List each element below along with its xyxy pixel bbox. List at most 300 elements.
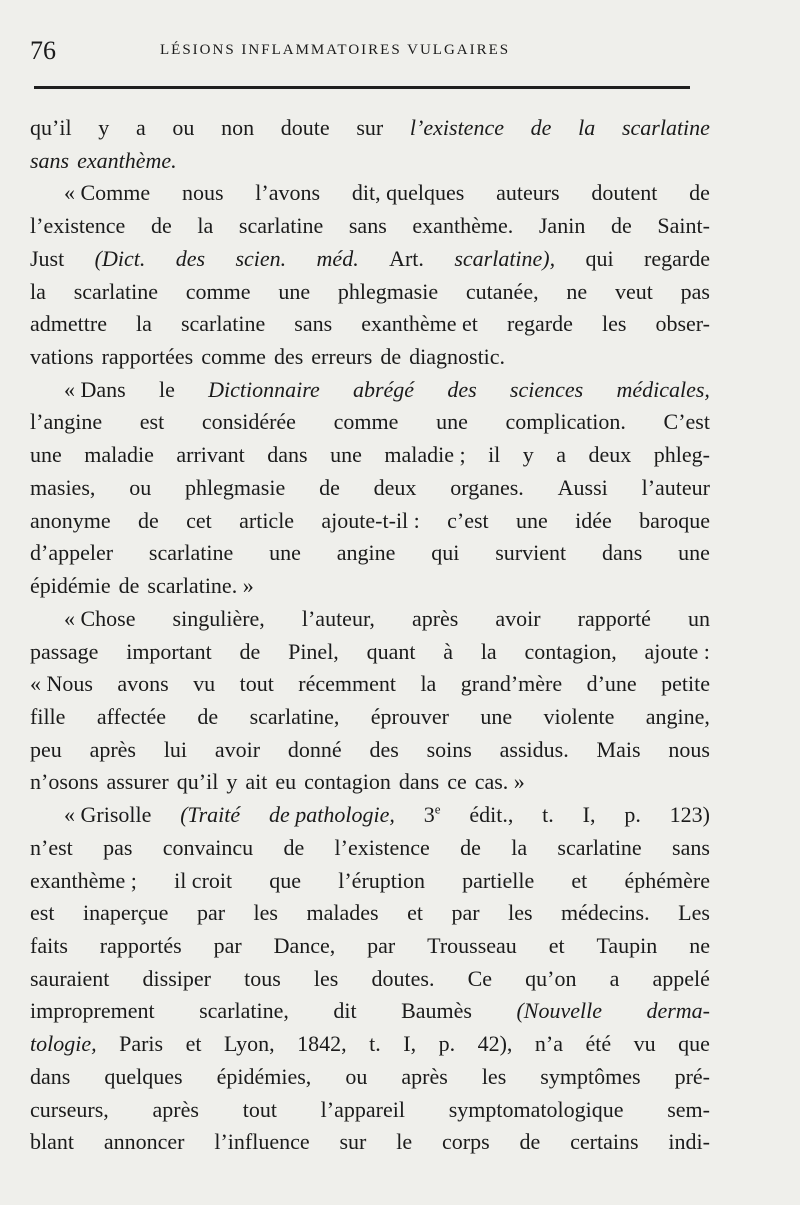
word: Janin — [538, 213, 586, 239]
word: n’est — [30, 834, 73, 860]
text-line — [30, 210, 710, 243]
word: de — [460, 834, 481, 860]
word: qu’il — [30, 115, 72, 140]
word: important — [126, 638, 212, 664]
text-line — [30, 832, 710, 865]
word: d’appeler — [30, 540, 114, 566]
word: une — [516, 507, 548, 533]
word: deux — [588, 442, 632, 468]
word: indi- — [668, 1129, 710, 1155]
text-line — [30, 865, 710, 898]
word: il — [488, 442, 501, 468]
word: C’est — [663, 409, 710, 435]
word: assurer — [106, 769, 169, 795]
word: dans — [267, 442, 308, 468]
word: complication. — [505, 409, 626, 435]
word: t. — [369, 1031, 381, 1057]
word: Taupin — [596, 932, 658, 958]
word: violente — [543, 703, 615, 729]
word: annoncer — [103, 1129, 185, 1155]
text-line — [30, 374, 710, 407]
word: nous — [668, 736, 710, 762]
word: des — [175, 245, 206, 271]
word: n’a — [534, 1031, 563, 1057]
word: édit., — [469, 802, 514, 828]
word: des — [369, 736, 399, 762]
word: par — [367, 932, 396, 958]
word: sans — [348, 213, 387, 239]
word: qu’on — [525, 965, 577, 991]
word: vu — [193, 671, 216, 697]
word: après — [152, 1096, 199, 1122]
word: article — [239, 507, 295, 533]
word: masies, — [30, 474, 96, 500]
word: scarlatine — [621, 115, 710, 140]
word: une — [330, 442, 362, 468]
word: dit — [333, 998, 357, 1024]
word: la — [420, 671, 437, 697]
word: idée — [575, 507, 612, 533]
word: de — [239, 638, 261, 664]
text-line — [30, 406, 710, 439]
word: donné — [287, 736, 342, 762]
word: dissiper — [142, 965, 211, 991]
text-line — [30, 636, 710, 669]
word: sem- — [667, 1096, 710, 1122]
running-title: LÉSIONS INFLAMMATOIRES VULGAIRES — [160, 42, 511, 58]
page-number: 76 — [30, 36, 56, 65]
word: cas. » — [474, 769, 525, 795]
word: lui — [163, 736, 188, 762]
word: et — [571, 867, 588, 893]
word: Trousseau — [427, 932, 517, 958]
word: que — [269, 867, 302, 893]
word: de — [197, 703, 219, 729]
word: « Dans — [64, 376, 126, 402]
word: contagion, — [524, 638, 617, 664]
word: Aussi — [557, 474, 608, 500]
word: des — [273, 344, 304, 370]
word: angine, — [645, 703, 710, 729]
word: « Chose — [64, 605, 136, 631]
text-line — [30, 177, 710, 210]
word: rapportés — [99, 932, 182, 958]
word: après — [401, 1063, 448, 1089]
text-line — [30, 112, 710, 145]
word: sur — [339, 1129, 367, 1155]
word: ne — [566, 278, 588, 304]
word: scien. — [235, 245, 287, 271]
word: médecins. — [561, 900, 650, 926]
word: l’existence — [334, 834, 430, 860]
word: la — [480, 638, 497, 664]
word: l’auteur, — [301, 605, 375, 631]
word: auteurs — [496, 180, 560, 206]
text-line — [30, 963, 710, 996]
word: exanthème ; — [30, 867, 137, 893]
word: de — [380, 344, 402, 370]
word: épidémies, — [216, 1063, 312, 1089]
text-line — [30, 668, 710, 701]
word: ajoute-t-il : — [321, 507, 420, 533]
word: non — [221, 115, 255, 140]
body-text — [30, 112, 710, 1159]
word: anonyme — [30, 507, 111, 533]
text-line — [30, 308, 710, 341]
word: singulière, — [172, 605, 265, 631]
word: (Nouvelle — [516, 998, 602, 1024]
word: curseurs, — [30, 1096, 109, 1122]
word: ne — [689, 932, 710, 958]
word: p. — [438, 1031, 456, 1057]
word: les — [508, 900, 533, 926]
word: une — [480, 703, 513, 729]
word: Mais — [596, 736, 641, 762]
word: d’une — [586, 671, 637, 697]
word: « Nous — [30, 671, 93, 697]
word: phlegmasie — [185, 474, 286, 500]
word: après — [89, 736, 136, 762]
word: malades — [306, 900, 379, 926]
word: passage — [30, 638, 99, 664]
word: nous — [181, 180, 224, 206]
text-line — [30, 243, 710, 276]
word: pas — [680, 278, 710, 304]
word: ou — [129, 474, 152, 500]
word: scarlatine), — [454, 245, 556, 271]
word: une — [269, 540, 301, 566]
word: sur — [356, 115, 384, 140]
word: ajoute : — [644, 638, 710, 664]
word: avoir — [214, 736, 261, 762]
text-line — [30, 995, 710, 1028]
word: l’avons — [255, 180, 321, 206]
text-line — [30, 1094, 710, 1127]
word: dans — [601, 540, 643, 566]
text-line — [30, 799, 710, 832]
word: les — [481, 1063, 507, 1089]
word: erreurs — [311, 344, 373, 370]
word: l’angine — [30, 409, 103, 435]
word: y — [226, 769, 238, 795]
word: sans — [294, 311, 333, 337]
text-line — [30, 472, 710, 505]
text-line — [30, 1126, 710, 1159]
word: récemment — [298, 671, 396, 697]
word: blant — [30, 1129, 74, 1155]
word: I, — [582, 802, 596, 828]
text-line — [30, 439, 710, 472]
word: c’est — [447, 507, 489, 533]
word: comme — [201, 344, 266, 370]
word: obser- — [655, 311, 710, 337]
word: Lyon, — [223, 1031, 275, 1057]
word: des — [447, 376, 477, 402]
word: exanthème et — [361, 311, 478, 337]
word: derma- — [646, 998, 710, 1024]
word: Art. — [389, 245, 424, 271]
word: après — [411, 605, 459, 631]
word: quant — [366, 638, 416, 664]
word: organes. — [450, 474, 524, 500]
word: éphémère — [624, 867, 710, 893]
word: la — [511, 834, 528, 860]
word: est — [30, 900, 55, 926]
text-line — [30, 930, 710, 963]
word: vu — [633, 1031, 656, 1057]
word: sans — [30, 147, 70, 173]
word: symptomatologique — [448, 1096, 624, 1122]
word: l’auteur — [641, 474, 710, 500]
text-line — [30, 603, 710, 636]
word: tout — [242, 1096, 277, 1122]
word: comme — [333, 409, 399, 435]
word: de — [319, 474, 340, 500]
word: veut — [614, 278, 653, 304]
word: exanthème. — [77, 147, 177, 173]
word: survient — [495, 540, 567, 566]
word: scarlatine — [180, 311, 266, 337]
word: diagnostic. — [409, 344, 506, 370]
word: par — [213, 932, 242, 958]
word: scarlatine, — [199, 998, 289, 1024]
text-line — [30, 505, 710, 538]
word: méd. — [316, 245, 359, 271]
word: épidémie — [30, 573, 111, 599]
word: rapportées — [101, 344, 194, 370]
word: l’influence — [214, 1129, 310, 1155]
word: soins — [426, 736, 472, 762]
word: tologie, — [30, 1031, 97, 1057]
word: de — [610, 213, 632, 239]
word: comme — [185, 278, 251, 304]
word: dans — [30, 1063, 71, 1089]
word: ait — [245, 769, 268, 795]
text-line — [30, 276, 710, 309]
word: la — [578, 115, 596, 140]
word: 3e — [423, 801, 441, 828]
word: abrégé — [352, 376, 415, 402]
word: symptômes — [540, 1063, 641, 1089]
word: certains — [570, 1129, 639, 1155]
word: a — [135, 115, 146, 140]
word: ou — [172, 115, 195, 140]
word: cet — [186, 507, 212, 533]
word: eu — [275, 769, 297, 795]
word: de — [519, 1129, 541, 1155]
word: faits — [30, 932, 68, 958]
word: qu’il — [176, 769, 219, 795]
word: corps — [442, 1129, 490, 1155]
word: fille — [30, 703, 66, 729]
word: éprouver — [370, 703, 449, 729]
word: phleg- — [653, 442, 710, 468]
word: phlegmasie — [337, 278, 439, 304]
word: convaincu — [162, 834, 254, 860]
word: scarlatine — [557, 834, 642, 860]
word: les — [601, 311, 627, 337]
word: doute — [280, 115, 330, 140]
word: sans — [672, 834, 710, 860]
word: (Traité — [180, 802, 241, 828]
word: « Grisolle — [64, 802, 152, 828]
text-line — [30, 145, 710, 178]
word: t. — [542, 802, 554, 828]
word: avoir — [495, 605, 541, 631]
word: le — [158, 376, 175, 402]
word: 123) — [669, 802, 710, 828]
word: n’osons — [30, 769, 99, 795]
word: quelques — [104, 1063, 183, 1089]
word: scarlatine. » — [147, 573, 254, 599]
word: angine — [336, 540, 396, 566]
word: appelé — [652, 965, 710, 991]
word: et — [407, 900, 423, 926]
word: de — [283, 834, 305, 860]
word: dans — [398, 769, 440, 795]
word: affectée — [96, 703, 167, 729]
word: inaperçue — [82, 900, 169, 926]
word: une — [30, 442, 62, 468]
word: cutanée, — [465, 278, 539, 304]
word: petite — [661, 671, 710, 697]
word: Paris — [119, 1031, 164, 1057]
word: (Dict. — [94, 245, 146, 271]
text-line — [30, 1061, 710, 1094]
word: l’appareil — [320, 1096, 405, 1122]
word: de — [689, 180, 710, 206]
word: considérée — [201, 409, 296, 435]
word: été — [585, 1031, 612, 1057]
word: ou — [345, 1063, 368, 1089]
word: la — [136, 311, 152, 337]
word: y — [522, 442, 534, 468]
text-line — [30, 897, 710, 930]
word: scarlatine, — [249, 703, 340, 729]
word: tous — [244, 965, 281, 991]
word: les — [253, 900, 278, 926]
word: qui — [585, 245, 614, 271]
text-line — [30, 341, 710, 374]
word: le — [396, 1129, 413, 1155]
word: 1842, — [297, 1031, 347, 1057]
page-header — [30, 36, 710, 76]
word: Les — [678, 900, 710, 926]
word: qui — [431, 540, 460, 566]
word: partielle — [462, 867, 535, 893]
word: pré- — [674, 1063, 710, 1089]
word: doutent — [591, 180, 658, 206]
word: avons — [117, 671, 169, 697]
word: un — [688, 605, 710, 631]
text-line — [30, 734, 710, 767]
word: une — [278, 278, 311, 304]
word: il croit — [174, 867, 233, 893]
word: pas — [103, 834, 133, 860]
word: peu — [30, 736, 62, 762]
word: par — [451, 900, 480, 926]
word: maladie — [84, 442, 154, 468]
word: ce — [447, 769, 467, 795]
word: vations — [30, 344, 94, 370]
word: scarlatine — [238, 213, 324, 239]
word: p. — [624, 802, 641, 828]
word: une — [678, 540, 710, 566]
word: 42), — [477, 1031, 513, 1057]
word: l’existence — [30, 213, 126, 239]
word: Baumès — [401, 998, 472, 1024]
word: la — [197, 213, 214, 239]
word: deux — [373, 474, 417, 500]
word: contagion — [304, 769, 391, 795]
word: de — [150, 213, 172, 239]
word: la — [30, 278, 46, 304]
word: Just — [30, 245, 65, 271]
word: de — [138, 507, 159, 533]
word: par — [196, 900, 226, 926]
superscript: e — [434, 801, 441, 817]
text-line — [30, 701, 710, 734]
word: regarde — [644, 245, 710, 271]
word: et — [548, 932, 565, 958]
word: est — [139, 409, 165, 435]
word: de — [530, 115, 552, 140]
word: médicales, — [616, 376, 710, 402]
word: improprement — [30, 998, 155, 1024]
word: une — [436, 409, 468, 435]
word: l’existence — [409, 115, 504, 140]
word: rapporté — [577, 605, 651, 631]
word: regarde — [506, 311, 573, 337]
word: à — [443, 638, 454, 664]
text-line — [30, 537, 710, 570]
word: maladie ; — [384, 442, 466, 468]
word: I, — [403, 1031, 417, 1057]
word: baroque — [639, 507, 710, 533]
word: sciences — [509, 376, 584, 402]
word: les — [313, 965, 339, 991]
word: que — [678, 1031, 710, 1057]
word: y — [98, 115, 110, 140]
word: et — [185, 1031, 202, 1057]
word: dit, quelques — [351, 180, 465, 206]
header-rule — [34, 86, 690, 89]
text-line — [30, 570, 710, 603]
word: scarlatine — [73, 278, 158, 304]
word: admettre — [30, 311, 107, 337]
word: l’éruption — [338, 867, 425, 893]
word: Pinel, — [288, 638, 339, 664]
word: grand’mère — [460, 671, 563, 697]
word: de — [118, 573, 140, 599]
word: exanthème. — [412, 213, 514, 239]
word: a — [556, 442, 567, 468]
word: Ce — [467, 965, 493, 991]
word: tout — [239, 671, 274, 697]
word: Dance, — [273, 932, 336, 958]
word: a — [609, 965, 620, 991]
text-line — [30, 1028, 710, 1061]
word: assidus. — [499, 736, 569, 762]
word: scarlatine — [148, 540, 234, 566]
word: doutes. — [371, 965, 435, 991]
word: arrivant — [176, 442, 245, 468]
word: Saint- — [657, 213, 710, 239]
word: sauraient — [30, 965, 110, 991]
word: de pathologie, — [268, 802, 395, 828]
text-line — [30, 766, 710, 799]
word: « Comme — [64, 180, 151, 206]
